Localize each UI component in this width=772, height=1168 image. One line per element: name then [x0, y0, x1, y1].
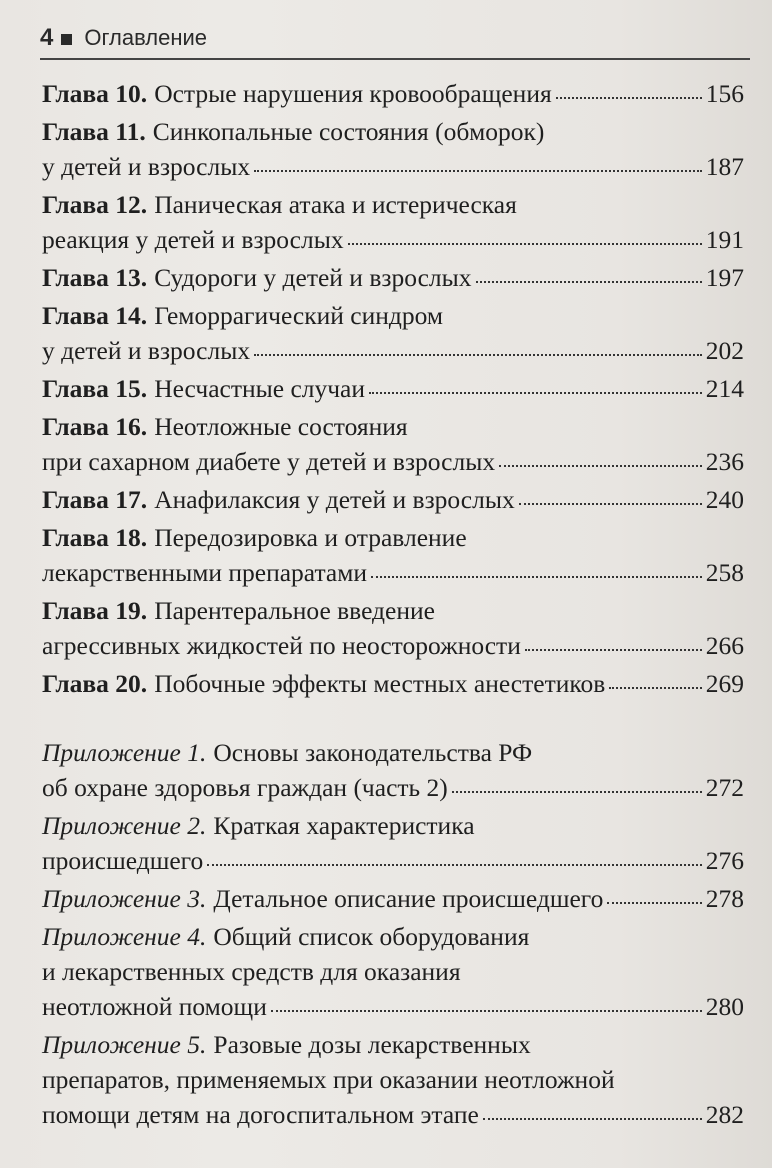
- toc-entry-title: лекарственными препаратами: [42, 558, 368, 587]
- section-title: Оглавление: [84, 25, 208, 50]
- toc-entry-title: Геморрагический синдром: [154, 301, 444, 330]
- toc-entry-title: у детей и взрослых: [42, 336, 251, 365]
- toc-entry: [42, 881, 744, 916]
- toc-entry-line: [42, 989, 744, 1024]
- toc-entry: [42, 808, 744, 878]
- toc-entry-title: при сахарном диабете у детей и взрослых: [42, 447, 496, 476]
- toc-entry-title: агрессивных жидкостей по неосторожности: [42, 631, 521, 660]
- toc-entry-title: помощи детям на догоспитальном этапе: [42, 1100, 479, 1129]
- toc-page-number: 197: [705, 263, 744, 292]
- toc-entry-title: Передозировка и отравление: [154, 523, 467, 552]
- toc-entry-label: Глава 17.: [42, 485, 148, 514]
- toc-page-number: 240: [705, 485, 744, 514]
- toc-entry-line: [42, 76, 744, 111]
- page-header: [40, 18, 750, 60]
- toc-page-number: 282: [705, 1100, 744, 1129]
- toc-entry-line: [42, 482, 744, 517]
- toc-page-number: 276: [705, 846, 744, 875]
- toc-entry: [42, 735, 744, 805]
- toc-entry-title: Разовые дозы лекарственных: [213, 1030, 531, 1059]
- toc-entry-line: [42, 919, 744, 954]
- toc-page-number: 187: [705, 152, 744, 181]
- toc-entry-label: Приложение 1.: [42, 738, 207, 767]
- dot-leader: [369, 368, 702, 394]
- toc-entry-label: Приложение 5.: [42, 1030, 207, 1059]
- toc-entry-line: [42, 666, 744, 701]
- toc-entry-title: Общий список оборудования: [213, 922, 530, 951]
- toc-page-number: 202: [705, 336, 744, 365]
- dot-leader: [254, 330, 702, 356]
- toc-entry-title: препаратов, применяемых при оказании неотложной: [42, 1065, 615, 1094]
- toc-entry-title: Острые нарушения кровообращения: [154, 79, 552, 108]
- toc-entry-line: [42, 954, 744, 989]
- toc-entry-label: Глава 16.: [42, 412, 148, 441]
- toc-entry-label: Глава 20.: [42, 669, 148, 698]
- toc-entry-label: Глава 12.: [42, 190, 148, 219]
- toc-entry-title: Анафилаксия у детей и взрослых: [154, 485, 515, 514]
- toc-entry-line: [42, 1062, 744, 1097]
- dot-leader: [609, 663, 701, 689]
- dot-leader: [348, 219, 702, 245]
- toc-entry: [42, 371, 744, 406]
- toc-entry-line: [42, 1097, 744, 1132]
- page-number: 4: [40, 24, 54, 51]
- dot-leader: [254, 146, 702, 172]
- toc-entry-title: Паническая атака и истерическая: [154, 190, 517, 219]
- toc-page-number: 278: [705, 884, 744, 913]
- toc-entry-line: [42, 555, 744, 590]
- toc-entry-line: [42, 735, 744, 770]
- toc-entry-title: Основы законодательства РФ: [213, 738, 533, 767]
- dot-leader: [607, 878, 701, 904]
- toc-entry-line: [42, 187, 744, 222]
- toc-entry-label: Глава 13.: [42, 263, 148, 292]
- toc-entry-title: у детей и взрослых: [42, 152, 251, 181]
- toc-entry-line: [42, 808, 744, 843]
- toc-entry-line: [42, 149, 744, 184]
- toc-entry: [42, 114, 744, 184]
- dot-leader: [556, 73, 702, 99]
- toc-entry-line: [42, 843, 744, 878]
- dot-leader: [207, 840, 702, 866]
- toc-page-number: 272: [705, 773, 744, 802]
- toc-entry-line: [42, 1027, 744, 1062]
- toc-entry-line: [42, 770, 744, 805]
- toc-entry-label: Глава 10.: [42, 79, 148, 108]
- toc-entry: [42, 593, 744, 663]
- toc-entry-label: Глава 11.: [42, 117, 146, 146]
- toc-page-number: 269: [705, 669, 744, 698]
- toc-entry-label: Приложение 4.: [42, 922, 207, 951]
- toc-entry-label: Глава 19.: [42, 596, 148, 625]
- toc-entry: [42, 919, 744, 1024]
- toc-entry-title: Краткая характеристика: [213, 811, 475, 840]
- dot-leader: [476, 257, 702, 283]
- toc-entry-title: Детальное описание происшедшего: [213, 884, 604, 913]
- toc-entry-line: [42, 298, 744, 333]
- toc-entry-label: Глава 14.: [42, 301, 148, 330]
- table-of-contents: [42, 76, 744, 1135]
- toc-entry-line: [42, 881, 744, 916]
- toc-entry: [42, 298, 744, 368]
- toc-page-number: 266: [705, 631, 744, 660]
- toc-entry: [42, 187, 744, 257]
- toc-entry-title: Побочные эффекты местных анестетиков: [154, 669, 606, 698]
- toc-entry-label: Приложение 3.: [42, 884, 207, 913]
- toc-entry: [42, 520, 744, 590]
- dot-leader: [483, 1094, 702, 1120]
- toc-entry-title: Неотложные состояния: [154, 412, 408, 441]
- toc-entry-title: Парентеральное введение: [154, 596, 435, 625]
- toc-entry-title: и лекарственных средств для оказания: [42, 957, 461, 986]
- dot-leader: [452, 767, 702, 793]
- toc-entry-line: [42, 444, 744, 479]
- toc-entry-line: [42, 628, 744, 663]
- toc-entry-line: [42, 409, 744, 444]
- toc-entry: [42, 409, 744, 479]
- square-bullet-icon: [61, 34, 72, 45]
- toc-entry-title: реакция у детей и взрослых: [42, 225, 344, 254]
- toc-entry-line: [42, 371, 744, 406]
- toc-entry: [42, 666, 744, 701]
- toc-entry-line: [42, 593, 744, 628]
- toc-entry: [42, 76, 744, 111]
- dot-leader: [519, 479, 702, 505]
- toc-page-number: 191: [705, 225, 744, 254]
- toc-page-number: 236: [705, 447, 744, 476]
- dot-leader: [271, 986, 702, 1012]
- toc-entry-title: Несчастные случаи: [154, 374, 366, 403]
- toc-entry: [42, 1027, 744, 1132]
- toc-page-number: 214: [705, 374, 744, 403]
- toc-page-number: 156: [705, 79, 744, 108]
- toc-page-number: 280: [705, 992, 744, 1021]
- toc-entry-title: об охране здоровья граждан (часть 2): [42, 773, 448, 802]
- toc-entry-label: Приложение 2.: [42, 811, 207, 840]
- toc-entry-label: Глава 18.: [42, 523, 148, 552]
- dot-leader: [371, 552, 702, 578]
- dot-leader: [499, 441, 702, 467]
- toc-entry: [42, 260, 744, 295]
- toc-entry-line: [42, 222, 744, 257]
- toc-entry-line: [42, 520, 744, 555]
- toc-entry-title: происшедшего: [42, 846, 204, 875]
- toc-entry-line: [42, 114, 744, 149]
- toc-page-number: 258: [705, 558, 744, 587]
- toc-entry-title: Синкопальные состояния (обморок): [152, 117, 545, 146]
- toc-entry-title: неотложной помощи: [42, 992, 267, 1021]
- dot-leader: [525, 625, 702, 651]
- toc-entry: [42, 482, 744, 517]
- toc-entry-title: Судороги у детей и взрослых: [154, 263, 472, 292]
- toc-entry-label: Глава 15.: [42, 374, 148, 403]
- toc-entry-line: [42, 260, 744, 295]
- toc-entry-line: [42, 333, 744, 368]
